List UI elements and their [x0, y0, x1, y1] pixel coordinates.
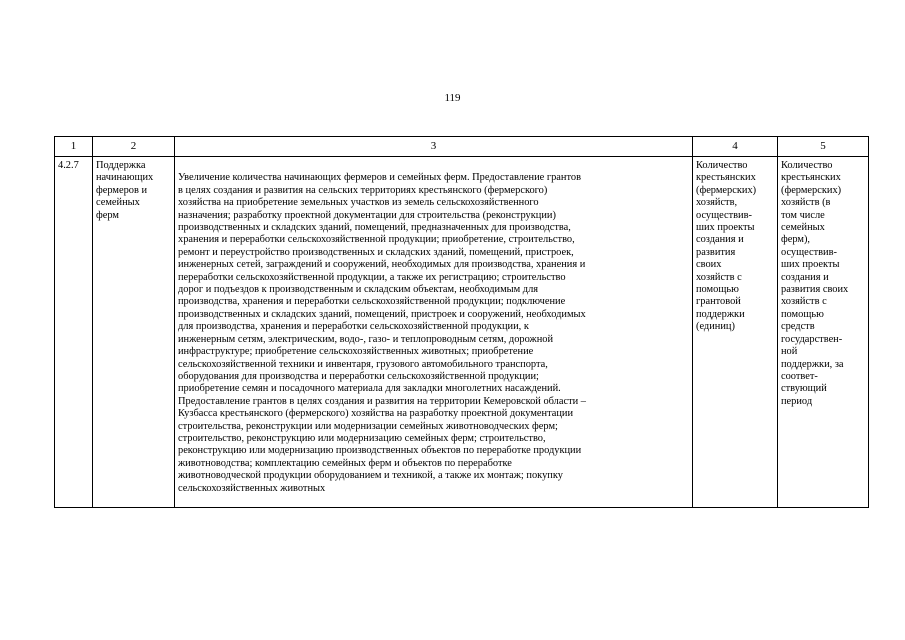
description-line: дорог и подъездов к производственным и складским объектам, необходимым для [178, 284, 539, 296]
description-line: производства, хранения и переработки сельскохозяйственной продукции; подключение [178, 296, 566, 308]
description-line: животноводства; комплектацию семейных ферм и объектов по переработке [178, 457, 512, 469]
description-line: инженерных сетей, заграждений и сооружений, необходимых для производства, хранения и [178, 259, 586, 271]
description-line: инфраструктуре; приобретение сельскохозяйственных животных; приобретение [178, 346, 534, 358]
description-line: в целях создания и развития на сельских территориях крестьянского (фермерского) [178, 184, 548, 196]
description-line: хранения и переработки сельскохозяйственной продукции; приобретение, строительство, [178, 234, 575, 246]
description-line: приобретение семян и посадочного материала для закладки многолетних насаждений. [178, 383, 561, 395]
row-code: 4.2.7 [55, 157, 93, 508]
description-line: инженерным сетям, электрическим, водо-, газо- и теплопроводным сетям, дорожной [178, 333, 554, 345]
description-line: хозяйства на приобретение земельных участков из земель сельскохозяйственного [178, 197, 539, 209]
header-col-4: 4 [693, 137, 778, 157]
program-table [54, 136, 869, 508]
table-row [55, 157, 869, 508]
description-line: строительство, реконструкцию или модернизацию семейных ферм; строительство, [178, 432, 546, 444]
description-line: Предоставление грантов в целях создания и развития на территории Кемеровской области – [178, 395, 586, 407]
description-line: строительства, реконструкции или модернизации семейных животноводческих ферм; [178, 420, 558, 432]
header-col-2: 2 [93, 137, 175, 157]
description-line: производственных и складских зданий, помещений, пристроек и сооружений, необходимых [178, 308, 586, 320]
description-line: оборудования для производства и переработки сельскохозяйственной продукции; [178, 370, 539, 382]
row-indicator-5: Количество крестьянских (фермерских) хозяйств (в том числе семейных ферм), осуществив- ших проекты создания и развития своих хозяйств с помощью средств государствен- ной поддержки, за соответ- ствующий период [778, 157, 869, 508]
row-name: Поддержка начинающих фермеров и семейных ферм [93, 157, 175, 508]
header-col-3: 3 [175, 137, 693, 157]
header-col-5: 5 [778, 137, 869, 157]
description-line: переработки сельскохозяйственной продукции, а также их регистрацию; строительство [178, 271, 566, 283]
description-line: назначения; разработку проектной документации для строительства (реконструкции) [178, 209, 556, 221]
page-number: 119 [444, 92, 461, 104]
header-col-1: 1 [55, 137, 93, 157]
description-line: ремонт и переустройство производственных и складских зданий, помещений, пристроек, [178, 246, 574, 258]
row-description [175, 157, 693, 508]
row-indicator-4: Количество крестьянских (фермерских) хозяйств, осуществив- ших проекты создания и развития своих хозяйств с помощью грантовой поддержки (единиц) [693, 157, 778, 508]
description-line: реконструкцию или модернизацию производственных объектов по переработке продукции [178, 445, 582, 457]
description-line: животноводческой продукции оборудованием и техникой, а также их монтаж; покупку [178, 470, 563, 482]
description-line: сельскохозяйственных животных [178, 482, 326, 494]
description-line: для производства, хранения и переработки сельскохозяйственной продукции, к [178, 321, 529, 333]
description-line: Кузбасса крестьянского (фермерского) хозяйства на разработку проектной документации [178, 408, 574, 420]
description-line: сельскохозяйственной техники и инвентаря, грузового автомобильного транспорта, [178, 358, 548, 370]
table-header-row [55, 137, 869, 157]
description-line: Увеличение количества начинающих фермеров и семейных ферм. Предоставление грантов [178, 172, 581, 184]
description-line: производственных и складских зданий, помещений, предназначенных для производства, [178, 222, 571, 234]
